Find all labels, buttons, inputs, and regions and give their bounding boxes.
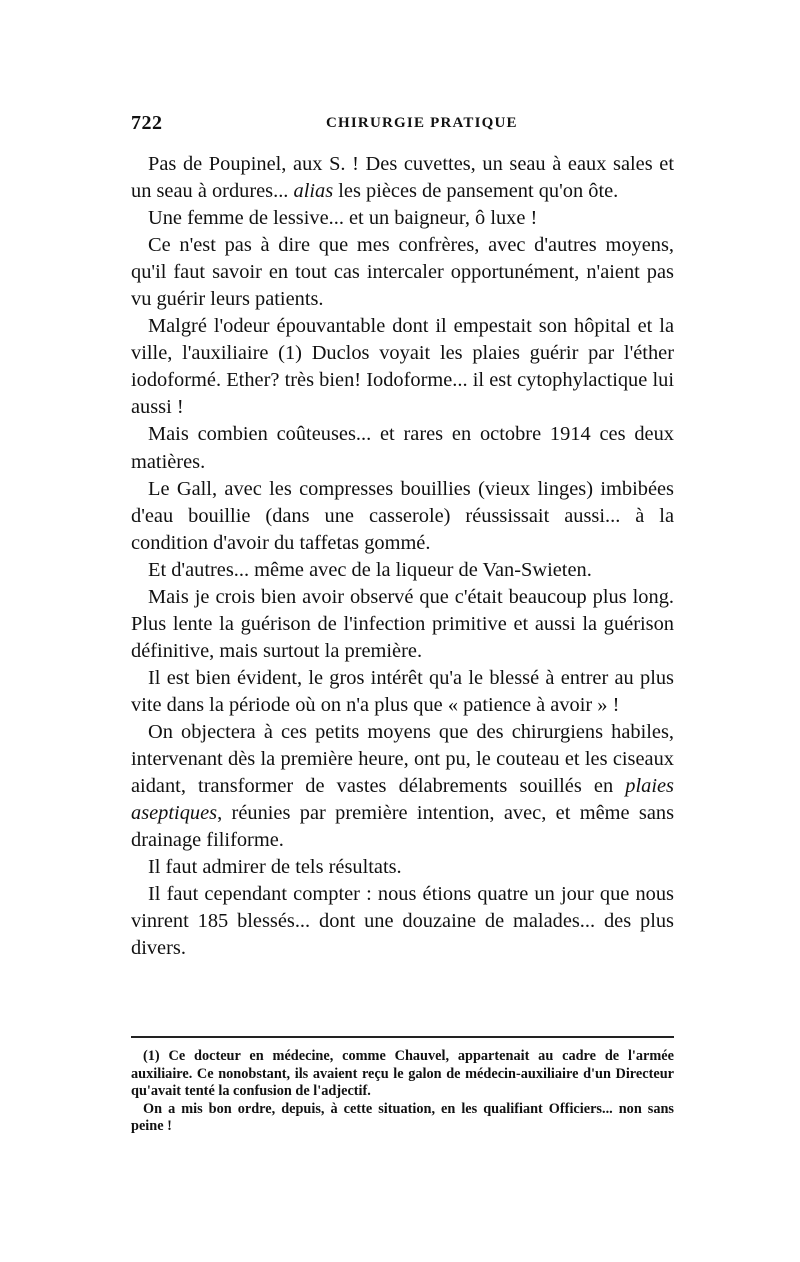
paragraph: Le Gall, avec les compresses bouillies (vieux linges) imbibées d'eau bouillie (dans une casserole) réussissait aussi... à la condition d'avoir du taffetas gommé.	[131, 477, 674, 554]
footnote-rule	[131, 1036, 674, 1038]
paragraph: Il faut cependant compter : nous étions quatre un jour que nous vinrent 185 blessés... dont une douzaine de malades... des plus divers.	[131, 883, 674, 960]
paragraph: Mais je crois bien avoir observé que c'était beaucoup plus long. Plus lente la guérison de l'infection primitive et aussi la guérison définitive, mais surtout la première.	[131, 585, 674, 662]
paragraph: Il est bien évident, le gros intérêt qu'a le blessé à entrer au plus vite dans la période où on n'a plus que « patience à avoir » !	[131, 666, 674, 716]
footnote: (1) Ce docteur en médecine, comme Chauvel, appartenait au cadre de l'armée auxiliaire. Ce nonobstant, ils avaient reçu le galon de médecin-auxiliaire d'un Directeur qu'avait tenté la confusion de l'adjectif.	[131, 1048, 674, 1099]
paragraph: Pas de Poupinel, aux S. ! Des cuvettes, un seau à eaux sales et un seau à ordures... alias les pièces de pansement qu'on ôte.	[131, 153, 674, 203]
paragraph: Malgré l'odeur épouvantable dont il empestait son hôpital et la ville, l'auxiliaire (1) Duclos voyait les plaies guérir par l'éther iodoformé. Ether? très bien! Iodoforme... il est cytophylactique lui aussi !	[131, 315, 674, 419]
paragraph: Une femme de lessive... et un baigneur, ô luxe !	[148, 207, 538, 230]
paragraph: Mais combien coûteuses... et rares en octobre 1914 ces deux matières.	[131, 423, 674, 473]
body-text	[131, 151, 674, 962]
paragraph: Ce n'est pas à dire que mes confrères, avec d'autres moyens, qu'il faut savoir en tout cas intercaler opportunément, n'aient pas vu guérir leurs patients.	[131, 234, 674, 311]
page-header	[131, 112, 671, 136]
page-number: 722	[131, 112, 163, 134]
paragraph: Il faut admirer de tels résultats.	[148, 856, 402, 879]
footnote: On a mis bon ordre, depuis, à cette situation, en les qualifiant Officiers... non sans peine !	[131, 1100, 674, 1134]
paragraph: On objectera à ces petits moyens que des chirurgiens habiles, intervenant dès la première heure, ont pu, le couteau et les ciseaux aidant, transformer de vastes délabrements souillés en plaies aseptiques, réunies par première intention, avec, et même sans drainage filiforme.	[131, 720, 674, 852]
footnotes	[131, 1048, 674, 1136]
running-head: CHIRURGIE PRATIQUE	[326, 115, 518, 131]
paragraph: Et d'autres... même avec de la liqueur de Van-Swieten.	[148, 558, 592, 581]
